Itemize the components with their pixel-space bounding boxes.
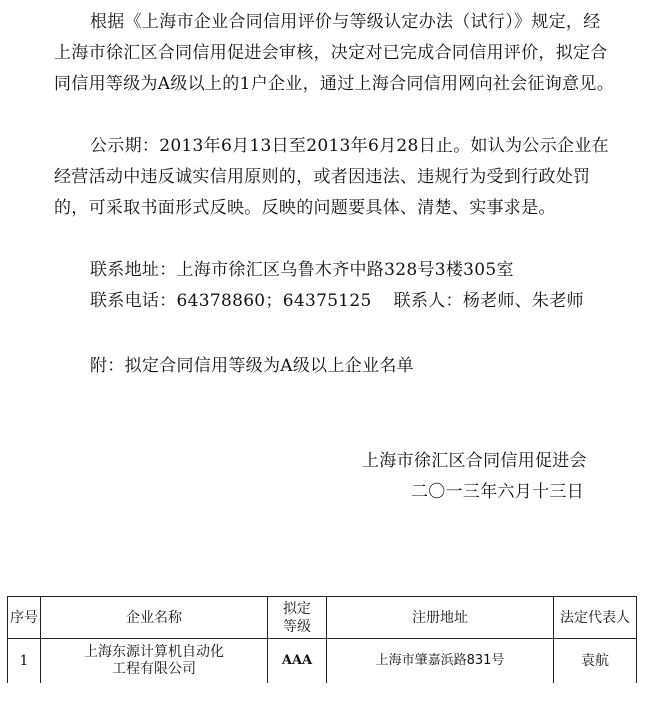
contact-phone: 联系电话：64378860；64375125 [90, 291, 372, 311]
cell-legal-representative: 袁航 [554, 639, 637, 683]
header-legal-representative: 法定代表人 [554, 597, 637, 639]
notice-paragraph-2: 公示期：2013年6月13日至2013年6月28日止。如认为公示企业在经营活动中违反诚实信用原则的，或者因违法、违规行为受到行政处罚的，可采取书面形式反映。反映的问题要具体、清楚、实事求是。 [54, 136, 609, 218]
notice-paragraph-1: 根据《上海市企业合同信用评价与等级认定办法（试行）》规定，经上海市徐汇区合同信用促进会审核，决定对已完成合同信用评价，拟定合同信用等级为A级以上的1户企业，通过上海合同信用网向社会征询意见。 [54, 12, 614, 94]
table-row [8, 639, 637, 683]
issuing-organization: 上海市徐汇区合同信用促进会 [362, 451, 587, 471]
enterprise-list-table [7, 596, 637, 683]
header-grade-line2: 等级 [283, 618, 311, 635]
header-seq: 序号 [8, 597, 41, 639]
header-registered-address: 注册地址 [327, 597, 554, 639]
cell-enterprise-name [41, 639, 268, 683]
cell-registered-address: 上海市肇嘉浜路831号 [327, 639, 554, 683]
contact-phone-row [90, 286, 584, 317]
issue-date: 二〇一三年六月十三日 [411, 482, 584, 502]
header-enterprise-name: 企业名称 [41, 597, 268, 639]
cell-grade: AAA [268, 639, 327, 683]
cell-enterprise-name-line2: 工程有限公司 [112, 660, 196, 677]
contact-address: 联系地址：上海市徐汇区乌鲁木齐中路328号3楼305室 [90, 260, 514, 280]
header-grade-line1: 拟定 [283, 600, 311, 617]
cell-seq: 1 [8, 639, 41, 683]
header-grade [268, 597, 327, 639]
attachment-note: 附：拟定合同信用等级为A级以上企业名单 [90, 356, 414, 376]
cell-enterprise-name-line1: 上海东源计算机自动化 [84, 643, 224, 660]
table-header-row [8, 597, 637, 639]
contact-person: 联系人：杨老师、朱老师 [393, 291, 584, 311]
